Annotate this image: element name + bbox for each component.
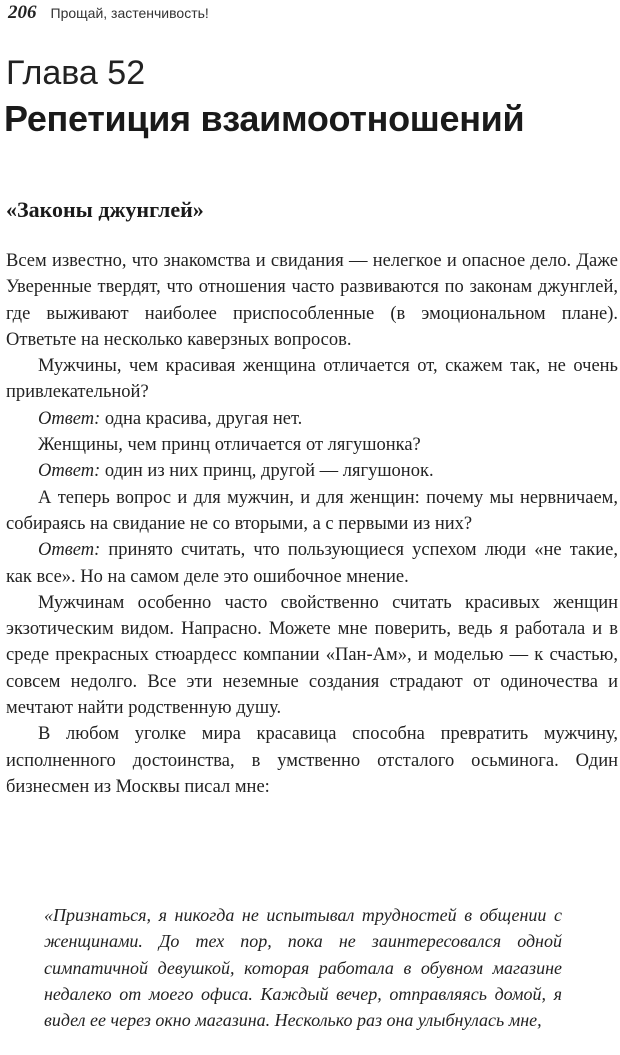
answer-label: Ответ: — [38, 540, 101, 561]
paragraph — [6, 353, 618, 406]
letter-quote — [44, 902, 562, 1033]
paragraph-text: В любом уголке мира красавица способна превратить мужчину, исполненного достоинства, в умственно отсталого осьминога. Один бизнесмен из Москвы писал мне: — [6, 724, 618, 797]
paragraph-text: принято считать, что пользующиеся успехом люди «не такие, как все». Но на самом деле это ошибочное мнение. — [6, 540, 618, 587]
chapter-number: Глава 52 — [6, 54, 146, 92]
paragraph-text: Всем известно, что знакомства и свидания — нелегкое и опасное дело. Даже Уверенные твердят, что отношения часто развиваются по законам джунглей, где выживают наиболее приспособленные (в эмоциональном плане). Ответьте на несколько каверзных вопросов. — [6, 251, 618, 350]
paragraph-text: один из них принц, другой — лягушонок. — [100, 461, 434, 482]
page-number: 206 — [8, 2, 37, 23]
answer-paragraph — [6, 537, 618, 590]
paragraph — [6, 432, 618, 458]
chapter-title: Репетиция взаимоотношений — [4, 98, 525, 139]
running-head — [8, 2, 209, 24]
paragraph-text: Мужчины, чем красивая женщина отличается от, скажем так, не очень привлекательной? — [6, 356, 618, 403]
answer-label: Ответ: — [38, 461, 101, 482]
answer-label: Ответ: — [38, 408, 101, 429]
answer-paragraph — [6, 406, 618, 432]
paragraph-text: одна красива, другая нет. — [100, 408, 303, 429]
paragraph — [6, 485, 618, 538]
body-text — [6, 248, 618, 800]
section-title: «Законы джунглей» — [6, 197, 204, 222]
paragraph-text: Женщины, чем принц отличается от лягушонка? — [38, 435, 421, 456]
answer-paragraph — [6, 458, 618, 484]
paragraph — [6, 721, 618, 800]
paragraph-text: Мужчинам особенно часто свойственно считать красивых женщин экзотическим видом. Напрасно. Можете мне поверить, ведь я работала и в среде прекрасных стюардесс компании «Пан-Ам», и моделью — к счастью, совсем недолго. Все эти неземные создания страдают от одиночества и мечтают найти родственную душу. — [6, 592, 618, 719]
paragraph — [6, 590, 618, 721]
paragraph-text: А теперь вопрос и для мужчин, и для женщин: почему мы нервничаем, собираясь на свидание не со вторыми, а с первыми из них? — [6, 487, 618, 534]
running-title: Прощай, застенчивость! — [50, 5, 209, 21]
paragraph — [6, 248, 618, 353]
quote-text: «Признаться, я никогда не испытывал трудностей в общении с женщинами. До тех пор, пока не заинтересовался одной симпатичной девушкой, которая работала в обувном магазине недалеко от моего офиса. Каждый вечер, отправляясь домой, я видел ее через окно магазина. Несколько раз она улыбнулась мне, — [44, 905, 562, 1031]
